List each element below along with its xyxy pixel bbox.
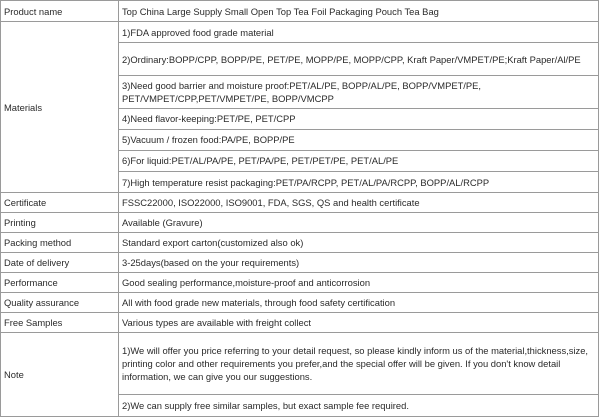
note-item: 2)We can supply free similar samples, but exact sample fee required. xyxy=(119,394,599,416)
row-label: Date of delivery xyxy=(1,253,119,273)
table-row xyxy=(1,233,599,253)
table-row xyxy=(1,1,599,22)
row-label: Free Samples xyxy=(1,313,119,333)
row-label: Certificate xyxy=(1,193,119,213)
table-row xyxy=(1,253,599,273)
note-item: 1)We will offer you price referring to your detail request, so please kindly inform us of the material,thickness,size, printing color and other requirements you prefer,and the special offer will be given. If you don't know detail information, we can give you our suggestions. xyxy=(119,333,599,394)
material-item: 3)Need good barrier and moisture proof:PET/AL/PE, BOPP/AL/PE, BOPP/VMPET/PE, PET/VMPET/CPP,PET/VMPET/PE, BOPP/VMCPP xyxy=(119,75,599,108)
row-label: Note xyxy=(1,333,119,417)
material-item: 7)High temperature resist packaging:PET/PA/RCPP, PET/AL/PA/RCPP, BOPP/AL/RCPP xyxy=(119,171,599,192)
material-item: 1)FDA approved food grade material xyxy=(119,22,599,43)
material-item: 2)Ordinary:BOPP/CPP, BOPP/PE, PET/PE, MOPP/PE, MOPP/CPP, Kraft Paper/VMPET/PE;Kraft Paper/Al/PE xyxy=(119,43,599,76)
row-value: Standard export carton(customized also ok) xyxy=(119,233,599,253)
row-value: All with food grade new materials, through food safety certification xyxy=(119,293,599,313)
row-value: Available (Gravure) xyxy=(119,213,599,233)
material-item: 4)Need flavor-keeping:PET/PE, PET/CPP xyxy=(119,108,599,129)
row-label: Product name xyxy=(1,1,119,22)
row-value: Various types are available with freight collect xyxy=(119,313,599,333)
table-row xyxy=(1,213,599,233)
table-row xyxy=(1,333,599,394)
material-item: 6)For liquid:PET/AL/PA/PE, PET/PA/PE, PET/PET/PE, PET/AL/PE xyxy=(119,150,599,171)
row-value: FSSC22000, ISO22000, ISO9001, FDA, SGS, QS and health certificate xyxy=(119,193,599,213)
row-label: Materials xyxy=(1,22,119,193)
table-row xyxy=(1,22,599,43)
table-row xyxy=(1,293,599,313)
table-row xyxy=(1,313,599,333)
row-value: Top China Large Supply Small Open Top Tea Foil Packaging Pouch Tea Bag xyxy=(119,1,599,22)
material-item: 5)Vacuum / frozen food:PA/PE, BOPP/PE xyxy=(119,129,599,150)
row-label: Packing method xyxy=(1,233,119,253)
row-value: Good sealing performance,moisture-proof and anticorrosion xyxy=(119,273,599,293)
row-label: Performance xyxy=(1,273,119,293)
row-label: Printing xyxy=(1,213,119,233)
table-row xyxy=(1,273,599,293)
row-label: Quality assurance xyxy=(1,293,119,313)
table-row xyxy=(1,193,599,213)
row-value: 3-25days(based on the your requirements) xyxy=(119,253,599,273)
